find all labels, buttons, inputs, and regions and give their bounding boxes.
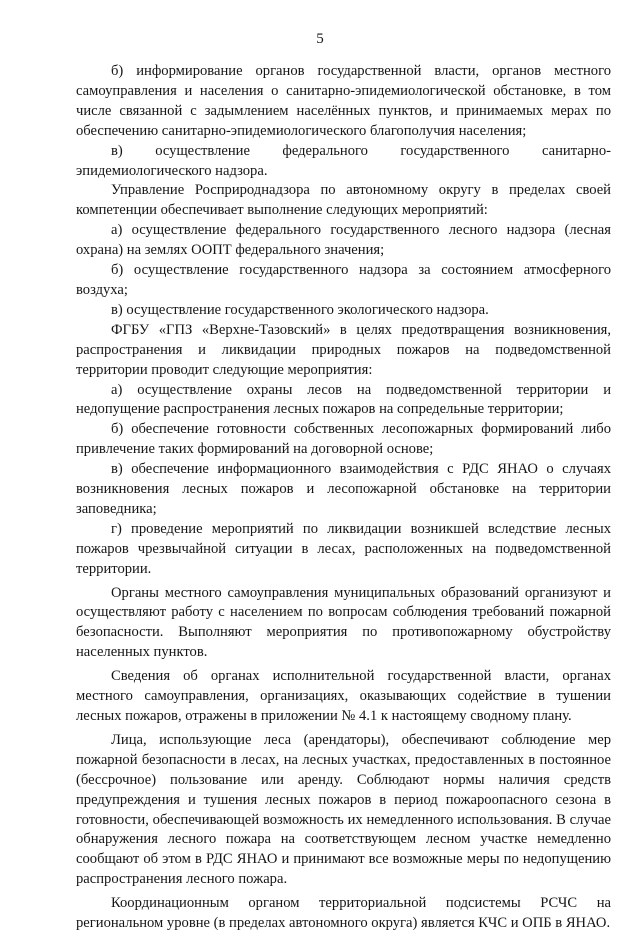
paragraph: б) обеспечение готовности собственных лесопожарных формирований либо привлечение таких формирований на договорной основе; bbox=[76, 421, 611, 458]
paragraph: в) осуществление федерального государственного санитарно-эпидемиологического надзора. bbox=[76, 142, 611, 179]
paragraph: Управление Росприроднадзора по автономному округу в пределах своей компетенции обеспечивает выполнение следующих мероприятий: bbox=[76, 182, 611, 219]
paragraph: Лица, использующие леса (арендаторы), обеспечивают соблюдение мер пожарной безопасности в лесах, на лесных участках, предоставленных в постоянное (бессрочное) пользование или аренду. Соблюдают нормы наличия средств предупреждения и тушения лесных пожаров в период пожароопасного сезона в готовности, обеспечивающей возможность их немедленного использования. В случае обнаружения лесного пожара на соответствующем лесном участке немедленно сообщают об этом в РДС ЯНАО и принимают все возможные меры по недопущению распространения лесного пожара. bbox=[76, 731, 611, 888]
paragraph: г) проведение мероприятий по ликвидации возникшей вследствие лесных пожаров чрезвычайной ситуации в лесах, расположенных на подведомственной территории. bbox=[76, 520, 611, 577]
paragraph: ФГБУ «ГПЗ «Верхне-Тазовский» в целях предотвращения возникновения, распространения и ликвидации природных пожаров на подведомственной территории проводит следующие мероприятия: bbox=[76, 321, 611, 378]
paragraph: в) осуществление государственного экологического надзора. bbox=[111, 301, 489, 318]
paragraph: б) информирование органов государственной власти, органов местного самоуправления и населения о санитарно-эпидемиологической обстановке, в том числе связанной с задымлением населённых пунктов, и принимаемых мерах по обеспечению санитарно-эпидемиологического благополучия населения; bbox=[76, 63, 611, 139]
paragraph: Сведения об органах исполнительной государственной власти, органах местного самоуправления, организациях, оказывающих содействие в тушении лесных пожаров, отражены в приложении № 4.1 к настоящему сводному плану. bbox=[76, 668, 611, 724]
document-body bbox=[76, 62, 611, 934]
paragraph: а) осуществление федерального государственного лесного надзора (лесная охрана) на землях ООПТ федерального значения; bbox=[76, 222, 611, 259]
paragraph: Органы местного самоуправления муниципальных образований организуют и осуществляют работу с населением по вопросам соблюдения требований пожарной безопасности. Выполняют мероприятия по противопожарному обустройству населенных пунктов. bbox=[76, 584, 611, 661]
paragraph: б) осуществление государственного надзора за состоянием атмосферного воздуха; bbox=[76, 262, 611, 298]
paragraph: в) обеспечение информационного взаимодействия с РДС ЯНАО о случаях возникновения лесных пожаров и лесопожарной обстановке на территории заповедника; bbox=[76, 461, 611, 517]
page-number: 5 bbox=[316, 31, 324, 47]
paragraph: Координационным органом территориальной подсистемы РСЧС на региональном уровне (в пределах автономного округа) является КЧС и ОПБ в ЯНАО. bbox=[76, 895, 611, 932]
paragraph: а) осуществление охраны лесов на подведомственной территории и недопущение распространения лесных пожаров на сопредельные территории; bbox=[76, 381, 611, 418]
